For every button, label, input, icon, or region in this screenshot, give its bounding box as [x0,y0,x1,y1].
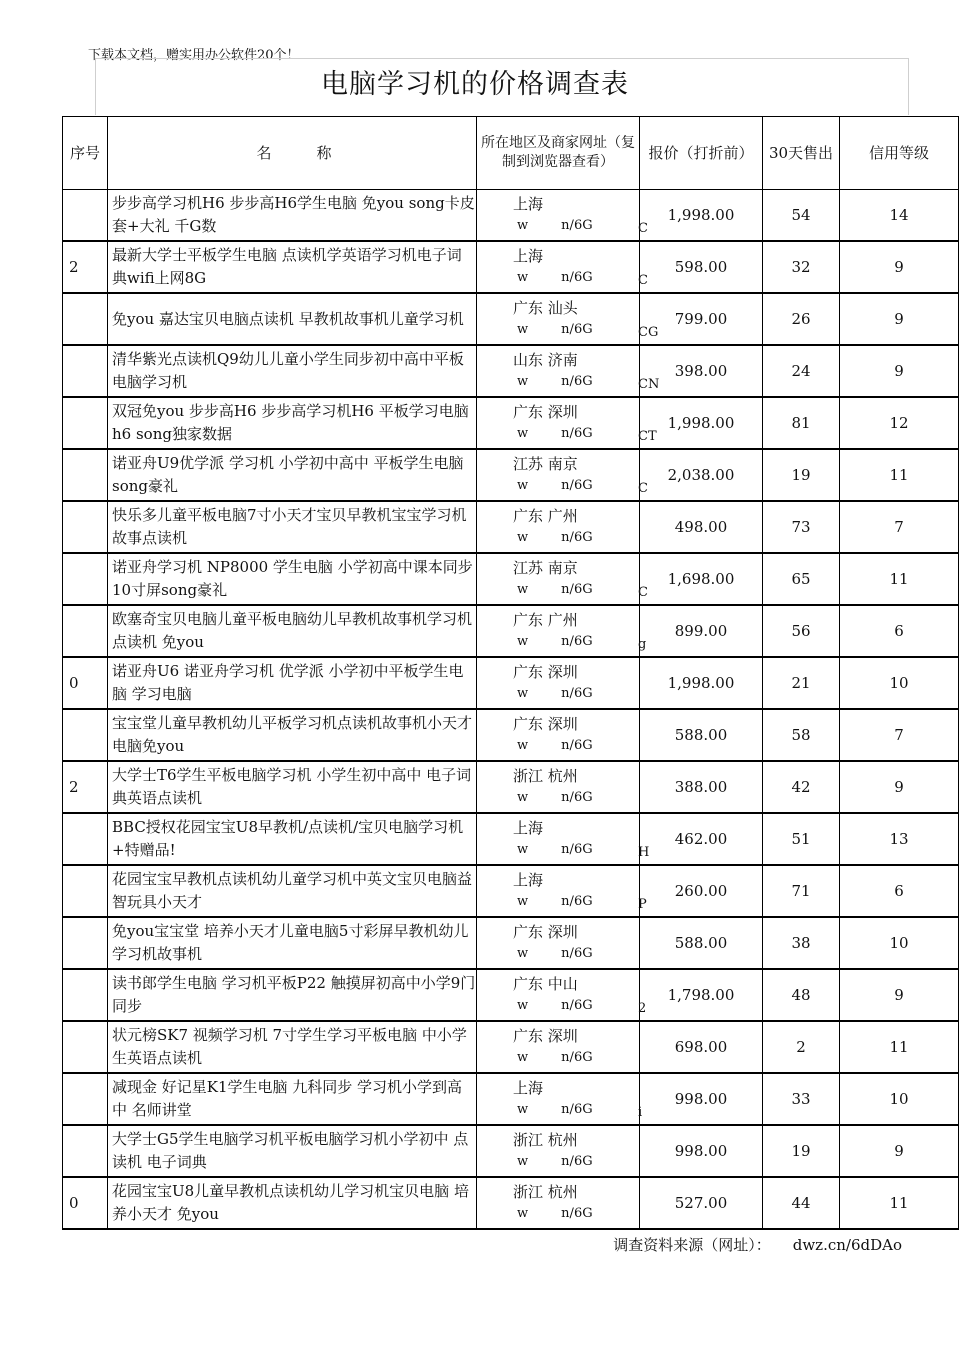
price-value: 1,798.00 [667,986,735,1004]
header-seq: 序号 [63,117,108,190]
row-price [640,865,763,917]
row-name: 快乐多儿童平板电脑7寸小天才宝贝早教机宝宝学习机故事点读机 [108,501,477,553]
row-price [640,1073,763,1125]
promo-banner: 下载本文档，赠实用办公软件20个！ [88,48,300,63]
location-url[interactable]: w n/6G [517,218,593,233]
table-row [63,865,959,917]
row-price [640,397,763,449]
location-url[interactable]: w n/6G [517,686,593,701]
row-price [640,501,763,553]
url-overflow-text: g [638,637,647,652]
table-row [63,1177,959,1229]
row-seq [63,241,108,293]
row-sales: 32 [763,241,840,293]
price-value: 998.00 [674,1090,728,1108]
row-price [640,657,763,709]
row-sales: 21 [763,657,840,709]
row-seq [63,709,108,761]
row-seq [63,813,108,865]
location-region: 广东 中山 [513,975,578,993]
row-credit: 9 [840,1125,959,1177]
row-credit: 12 [840,397,959,449]
row-name: 诺亚舟U9优学派 学习机 小学初中高中 平板学生电脑 song豪礼 [108,449,477,501]
price-value: 498.00 [674,518,728,536]
url-overflow-text: C [638,481,648,496]
location-region: 上海 [513,1079,544,1097]
row-price [640,345,763,397]
row-credit: 11 [840,1177,959,1229]
location-url[interactable]: w n/6G [517,582,593,597]
location-url[interactable]: w n/6G [517,426,593,441]
row-price [640,917,763,969]
row-sales: 38 [763,917,840,969]
header-credit: 信用等级 [840,117,959,190]
row-name: 最新大学士平板学生电脑 点读机学英语学习机电子词典wifi上网8G [108,241,477,293]
row-location [477,761,640,813]
location-url[interactable]: w n/6G [517,1154,593,1169]
row-location [477,865,640,917]
location-url[interactable]: w n/6G [517,738,593,753]
row-name: 清华紫光点读机Q9幼儿儿童小学生同步初中高中平板电脑学习机 [108,345,477,397]
row-name: 诺亚舟U6 诺亚舟学习机 优学派 小学初中平板学生电脑 学习电脑 [108,657,477,709]
header-location: 所在地区及商家网址（复制到浏览器查看） [477,117,640,190]
price-value: 1,998.00 [667,674,735,692]
row-name: 免you 嘉达宝贝电脑点读机 早教机故事机儿童学习机 [108,293,477,345]
price-value: 2,038.00 [667,466,735,484]
price-value: 1,698.00 [667,570,735,588]
row-sales: 56 [763,605,840,657]
price-value: 698.00 [674,1038,728,1056]
row-seq [63,449,108,501]
table-row [63,813,959,865]
price-value: 398.00 [674,362,728,380]
table-body [63,190,959,1230]
location-url[interactable]: w n/6G [517,530,593,545]
location-region: 广东 深圳 [513,403,578,421]
row-seq [63,501,108,553]
location-region: 江苏 南京 [513,455,578,473]
row-price [640,1177,763,1229]
price-value: 527.00 [674,1194,728,1212]
row-location [477,190,640,242]
row-location [477,1021,640,1073]
location-region: 广东 深圳 [513,715,578,733]
row-name: 宝宝堂儿童早教机幼儿平板学习机点读机故事机小天才电脑免you [108,709,477,761]
price-value: 588.00 [674,934,728,952]
row-price [640,241,763,293]
row-seq [63,761,108,813]
location-url[interactable]: w n/6G [517,842,593,857]
row-sales: 33 [763,1073,840,1125]
row-seq [63,293,108,345]
price-value: 462.00 [674,830,728,848]
row-sales: 51 [763,813,840,865]
row-price [640,190,763,242]
row-name: 大学士G5学生电脑学习机平板电脑学习机小学初中 点读机 电子词典 [108,1125,477,1177]
seq-value: 2 [69,778,79,796]
row-sales: 42 [763,761,840,813]
header-price: 报价（打折前） [640,117,763,190]
row-credit: 9 [840,761,959,813]
row-sales: 24 [763,345,840,397]
price-value: 1,998.00 [667,206,735,224]
location-region: 广东 汕头 [513,299,578,317]
price-value: 899.00 [674,622,728,640]
row-credit: 6 [840,865,959,917]
location-url[interactable]: w n/6G [517,270,593,285]
location-url[interactable]: w n/6G [517,946,593,961]
row-price [640,709,763,761]
location-region: 上海 [513,819,544,837]
row-price [640,605,763,657]
location-url[interactable]: w n/6G [517,1206,593,1221]
row-credit: 10 [840,917,959,969]
row-location [477,709,640,761]
row-location [477,657,640,709]
row-price [640,969,763,1021]
table-row [63,1073,959,1125]
price-value: 260.00 [674,882,728,900]
row-location [477,917,640,969]
row-sales: 54 [763,190,840,242]
row-seq [63,1073,108,1125]
row-price [640,1125,763,1177]
row-name: 减现金 好记星K1学生电脑 九科同步 学习机小学到高中 名师讲堂 [108,1073,477,1125]
row-price [640,1021,763,1073]
table-row [63,345,959,397]
row-sales: 73 [763,501,840,553]
header-sales: 30天售出 [763,117,840,190]
table-row [63,1125,959,1177]
table-row [63,501,959,553]
header-row [63,117,959,190]
location-region: 广东 广州 [513,507,578,525]
row-name: 步步高学习机H6 步步高H6学生电脑 免you song卡皮套+大礼 千G数 [108,190,477,242]
price-value: 598.00 [674,258,728,276]
location-region: 浙江 杭州 [513,1183,578,1201]
location-url[interactable]: w n/6G [517,894,593,909]
price-survey-table [62,116,959,1230]
row-name: 欧塞奇宝贝电脑儿童平板电脑幼儿早教机故事机学习机点读机 免you [108,605,477,657]
location-region: 上海 [513,247,544,265]
row-price [640,293,763,345]
table-row [63,605,959,657]
row-name: 读书郎学生电脑 学习机平板P22 触摸屏初高中小学9门同步 [108,969,477,1021]
row-name: BBC授权花园宝宝U8早教机/点读机/宝贝电脑学习机+特赠品! [108,813,477,865]
row-name: 免you宝宝堂 培养小天才儿童电脑5寸彩屏早教机幼儿学习机故事机 [108,917,477,969]
url-overflow-text: CN [638,377,660,392]
row-name: 花园宝宝U8儿童早教机点读机幼儿学习机宝贝电脑 培养小天才 免you [108,1177,477,1229]
table-row [63,761,959,813]
table-row [63,1021,959,1073]
row-sales: 2 [763,1021,840,1073]
table-row [63,709,959,761]
row-sales: 44 [763,1177,840,1229]
url-overflow-text: C [638,585,648,600]
row-sales: 19 [763,449,840,501]
row-location [477,345,640,397]
source-link[interactable]: dwz.cn/6dDAo [792,1236,902,1254]
price-value: 1,998.00 [667,414,735,432]
row-location [477,449,640,501]
row-location [477,1125,640,1177]
url-overflow-text: C [638,221,648,236]
row-sales: 19 [763,1125,840,1177]
row-price [640,813,763,865]
row-price [640,449,763,501]
location-region: 浙江 杭州 [513,1131,578,1149]
row-credit: 7 [840,709,959,761]
table-row [63,969,959,1021]
price-value: 588.00 [674,726,728,744]
seq-value: 2 [69,258,79,276]
url-overflow-text: CT [638,429,657,444]
row-sales: 65 [763,553,840,605]
row-seq [63,553,108,605]
table-row [63,657,959,709]
url-overflow-text: P [638,897,647,912]
row-location [477,1177,640,1229]
row-sales: 48 [763,969,840,1021]
url-overflow-text: CG [638,325,659,340]
row-location [477,813,640,865]
row-seq [63,865,108,917]
url-overflow-text: H [638,845,650,860]
table-row [63,241,959,293]
url-overflow-text: i [638,1105,643,1120]
row-seq [63,657,108,709]
row-seq [63,190,108,242]
row-seq [63,345,108,397]
row-price [640,761,763,813]
price-value: 799.00 [674,310,728,328]
row-location [477,553,640,605]
location-url[interactable]: w n/6G [517,1102,593,1117]
row-location [477,501,640,553]
location-region: 广东 深圳 [513,663,578,681]
table-row [63,553,959,605]
location-url[interactable]: w n/6G [517,790,593,805]
location-region: 广东 广州 [513,611,578,629]
row-location [477,969,640,1021]
location-region: 上海 [513,195,544,213]
row-location [477,293,640,345]
location-region: 浙江 杭州 [513,767,578,785]
table-row [63,449,959,501]
row-credit: 9 [840,293,959,345]
row-seq [63,1125,108,1177]
table-row [63,190,959,242]
row-sales: 81 [763,397,840,449]
row-name: 花园宝宝早教机点读机幼儿童学习机中英文宝贝电脑益智玩具小天才 [108,865,477,917]
row-credit: 10 [840,657,959,709]
table-row [63,917,959,969]
row-sales: 58 [763,709,840,761]
price-value: 388.00 [674,778,728,796]
row-seq [63,969,108,1021]
header-name: 名 称 [108,117,477,190]
row-name: 双冠免you 步步高H6 步步高学习机H6 平板学习电脑h6 song独家数据 [108,397,477,449]
location-region: 上海 [513,871,544,889]
location-url[interactable]: w n/6G [517,322,593,337]
page-title: 电脑学习机的价格调查表 [321,69,629,100]
location-url[interactable]: w n/6G [517,998,593,1013]
row-seq [63,1021,108,1073]
row-credit: 13 [840,813,959,865]
row-location [477,605,640,657]
url-overflow-text: 2 [638,1001,647,1016]
row-credit: 11 [840,1021,959,1073]
row-seq [63,1177,108,1229]
row-sales: 26 [763,293,840,345]
row-credit: 10 [840,1073,959,1125]
row-seq [63,397,108,449]
source-note [613,1234,902,1255]
row-location [477,1073,643,1125]
row-credit: 9 [840,345,959,397]
row-credit: 11 [840,553,959,605]
location-url[interactable]: w n/6G [517,478,593,493]
row-seq [63,605,108,657]
seq-value: 0 [69,1194,79,1212]
table-row [63,397,959,449]
row-location [477,241,640,293]
row-credit: 9 [840,969,959,1021]
row-sales: 71 [763,865,840,917]
table-row [63,293,959,345]
row-credit: 7 [840,501,959,553]
location-region: 广东 深圳 [513,1027,578,1045]
location-url[interactable]: w n/6G [517,1050,593,1065]
row-credit: 11 [840,449,959,501]
seq-value: 0 [69,674,79,692]
row-credit: 14 [840,190,959,242]
location-url[interactable]: w n/6G [517,374,593,389]
row-price [640,553,763,605]
location-region: 江苏 南京 [513,559,578,577]
row-seq [63,917,108,969]
row-name: 状元榜SK7 视频学习机 7寸学生学习平板电脑 中小学生英语点读机 [108,1021,477,1073]
row-name: 诺亚舟学习机 NP8000 学生电脑 小学初高中课本同步 10寸屏song豪礼 [108,553,477,605]
location-url[interactable]: w n/6G [517,634,593,649]
row-location [477,397,640,449]
row-credit: 9 [840,241,959,293]
location-region: 山东 济南 [513,351,578,369]
row-name: 大学士T6学生平板电脑学习机 小学生初中高中 电子词典英语点读机 [108,761,477,813]
price-value: 998.00 [674,1142,728,1160]
source-label: 调查资料来源（网址）： [613,1236,771,1254]
location-region: 广东 深圳 [513,923,578,941]
row-credit: 6 [840,605,959,657]
url-overflow-text: C [638,273,648,288]
